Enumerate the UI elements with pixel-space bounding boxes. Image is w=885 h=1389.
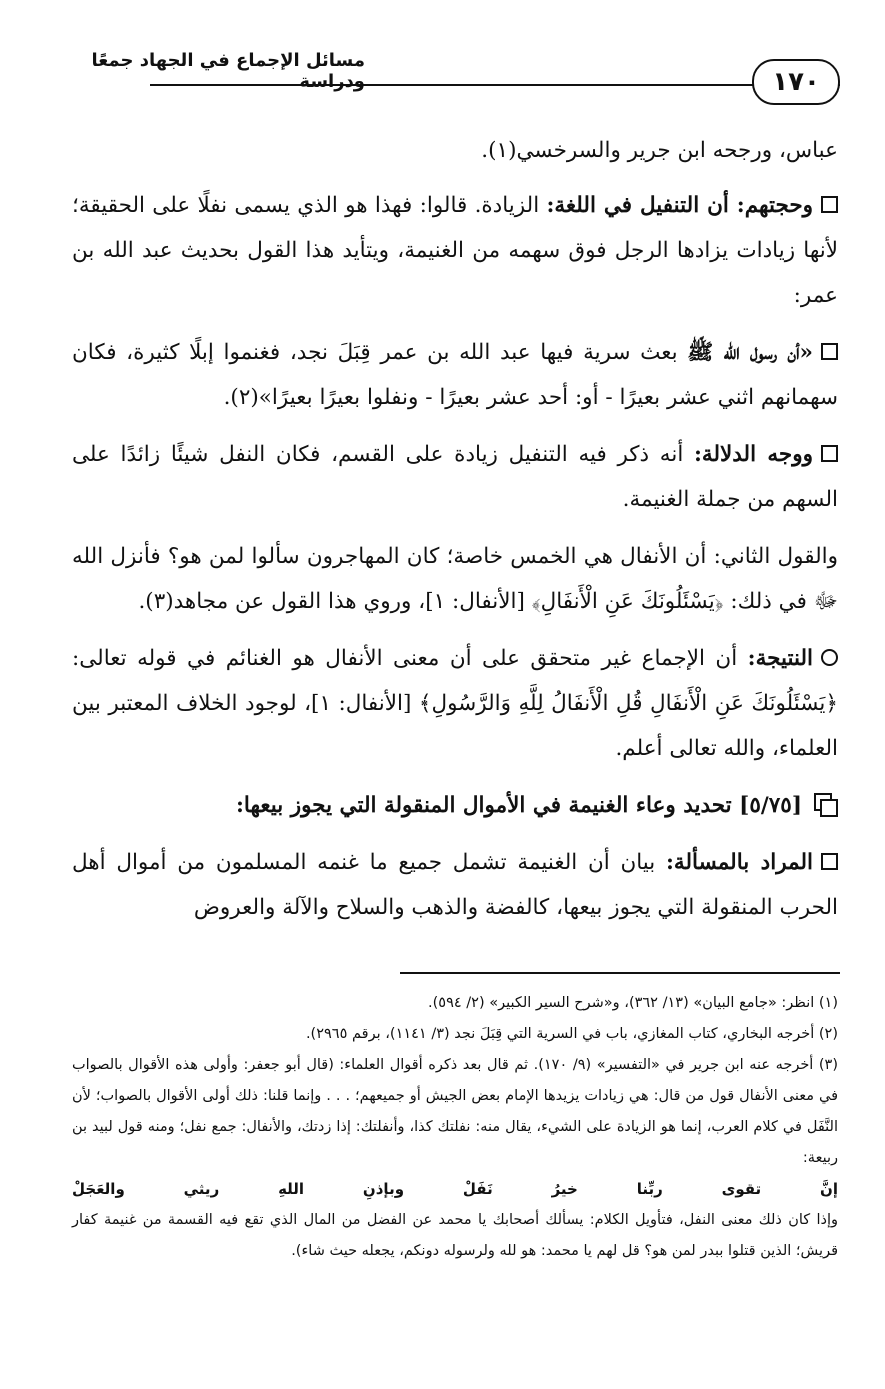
meaning-text: بيان أن الغنيمة تشمل جميع ما غنمه المسلمون من أموال أهل الحرب المنقولة التي يجوز بيعها، كالفضة والذهب والسلاح والآلة والعروض [72, 850, 838, 920]
result-label: النتيجة: [747, 646, 813, 671]
main-text [72, 128, 838, 942]
poetry-verse: إنَّ تقوى ربِّنا خيرُ نَفَلْ وبإذنِ اللهِ ريثي والعَجَلْ [72, 1180, 838, 1198]
square-bullet-icon [821, 343, 838, 360]
circle-bullet-icon [821, 649, 838, 666]
footnote-2: (٢) أخرجه البخاري، كتاب المغازي، باب في السرية التي قِبَلَ نجد (٣/ ١١٤١)، برقم ٢٩٦٥). [305, 1026, 838, 1042]
paragraph-result [72, 636, 838, 771]
paragraph-indication [72, 432, 838, 522]
footnote-3-continued: وإذا كان ذلك معنى النفل، فتأويل الكلام: يسألك أصحابك يا محمد عن الفضل من المال الذي تقع فيه القسمة من غنيمة كفار قريش؛ الذين قتلوا ببدر لمن هو؟ قل لهم يا محمد: هو لله ولرسوله دونكم، يجعله حيث شاء). [72, 1212, 838, 1259]
square-bullet-icon [821, 853, 838, 870]
footnote-1: (١) انظر: «جامع البيان» (١٣/ ٣٦٢)، و«شرح السير الكبير» (٢/ ٥٩٤). [428, 995, 838, 1011]
square-bullet-icon [821, 196, 838, 213]
page-number-badge: ١٧٠ [752, 59, 840, 105]
copy-section-icon [814, 793, 838, 815]
header-rule [150, 84, 840, 86]
evidence-label: وحجتهم: أن التنفيل في اللغة: [546, 193, 813, 218]
paragraph-evidence [72, 183, 838, 318]
footnote-rule [400, 972, 840, 974]
indication-label: ووجه الدلالة: [693, 442, 813, 467]
meaning-label: المراد بالمسألة: [666, 850, 814, 875]
indication-text: أنه ذكر فيه التنفيل زيادة على القسم، فكان النفل شيئًا زائدًا على السهم من جملة الغنيمة. [72, 442, 838, 512]
footnote-3: (٣) أخرجه عنه ابن جرير في «التفسير» (٩/ ١٧٠). ثم قال بعد ذكره أقوال العلماء: (قال أبو جعفر: وأولى هذه الأقوال بالصواب في معنى الأنفال قول من قال: هي زيادات يزيدها الإمام بعض الجيش أو جميعهم؛ . . . وإنما قلنا: ذلك أولى الأقوال بالصواب؛ لأن النَّفَل في كلام العرب، إنما هو الزيادة على الشيء، يقال منه: نفلتك كذا، وأنفلتك: إذا زدتك، والأنفال: جمع نفل؛ ومنه قول لبيد بن ربيعة: [72, 1057, 838, 1166]
paragraph-hadith [72, 330, 838, 420]
hadith-label: «أن رسول الله ﷺ [687, 340, 813, 365]
paragraph-1: عباس، ورجحه ابن جرير والسرخسي(١). [481, 138, 838, 163]
evidence-text: الزيادة. قالوا: فهذا هو الذي يسمى نفلًا على الحقيقة؛ لأنها زيادات يزادها الرجل فوق سهمه من الغنيمة، ويتأيد هذا القول بحديث عبد الله بن عمر: [72, 193, 838, 308]
square-bullet-icon [821, 445, 838, 462]
section-heading [72, 783, 838, 828]
hadith-text: بعث سرية فيها عبد الله بن عمر قِبَلَ نجد، فغنموا إبلًا كثيرة، فكان سهمانهم اثني عشر بعيرًا - أو: أحد عشر بعيرًا - ونفلوا بعيرًا بعيرًا»(٢). [72, 340, 838, 410]
paragraph-second-opinion: والقول الثاني: أن الأنفال هي الخمس خاصة؛ كان المهاجرون سألوا لمن هو؟ فأنزل الله ﷻ في ذلك: ﴿يَسْئَلُونَكَ عَنِ الْأَنفَالِ﴾ [الأنفال: ١]، وروي هذا القول عن مجاهد(٣). [72, 544, 838, 614]
paragraph-meaning [72, 840, 838, 930]
running-header-title: مسائل الإجماع في الجهاد جمعًا ودراسة [91, 50, 365, 92]
section-heading-text: [٥/٧٥] تحديد وعاء الغنيمة في الأموال المنقولة التي يجوز بيعها: [235, 793, 802, 818]
footnotes [72, 988, 838, 1267]
result-text: أن الإجماع غير متحقق على أن معنى الأنفال هو الغنائم في قوله تعالى: ﴿يَسْئَلُونَكَ عَنِ الْأَنفَالِ قُلِ الْأَنفَالُ لِلَّهِ وَالرَّسُولِ﴾ [الأنفال: ١]، لوجود الخلاف المعتبر بين العلماء، والله تعالى أعلم. [72, 646, 838, 761]
